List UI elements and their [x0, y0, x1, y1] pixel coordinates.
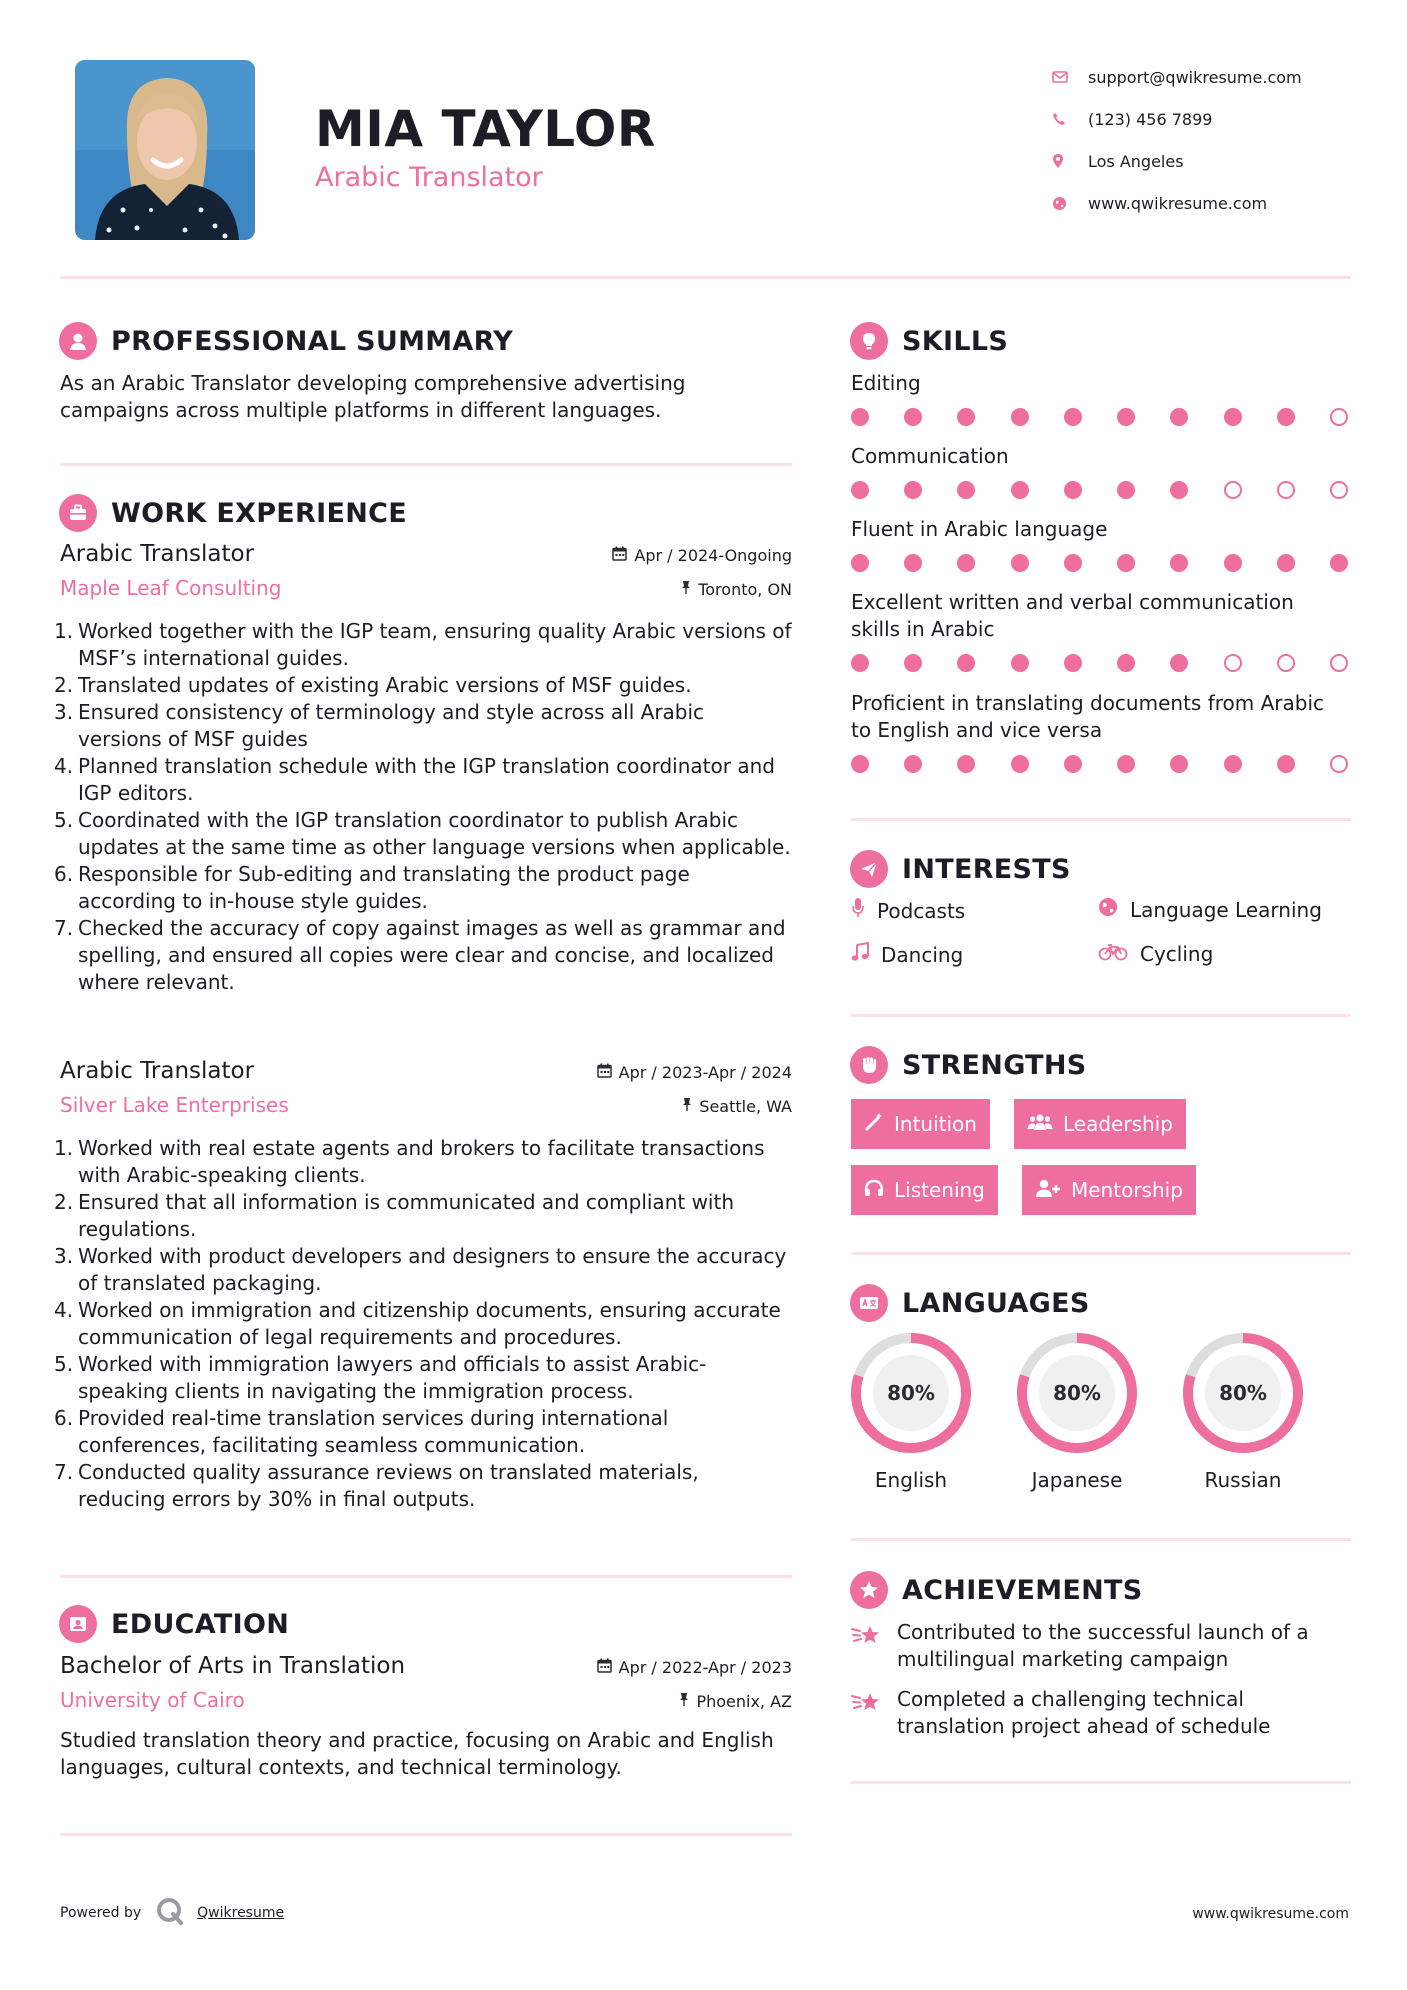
footer-powered-by: [60, 1896, 284, 1930]
skill-item: [851, 589, 1351, 672]
skill-item: [851, 443, 1351, 499]
job-location-text: Toronto, ON: [698, 580, 792, 599]
job-location: [682, 1097, 792, 1116]
interests-heading: [850, 850, 1071, 888]
contact-phone[interactable]: [1052, 98, 1382, 140]
list-item: 3. Ensured consistency of terminology and style across all Arabic versions of MSF guides: [54, 700, 705, 751]
interest-label: Cycling: [1140, 942, 1214, 966]
strengths-divider: [851, 1252, 1351, 1255]
list-item: 1. Worked together with the IGP team, ensuring quality Arabic versions of MSF’s international guides.: [54, 619, 792, 670]
job-entry-2: [54, 1058, 792, 1513]
skill-rating: [851, 481, 1348, 499]
list-item: 4. Planned translation schedule with the IGP translation coordinator and IGP editors.: [54, 754, 775, 805]
rating-dot-filled: [957, 408, 975, 426]
candidate-name: MIA TAYLOR: [315, 100, 656, 158]
job-dates-text: Apr / 2023-Apr / 2024: [618, 1063, 792, 1082]
rating-dot-filled: [1330, 554, 1348, 572]
skill-rating: [851, 755, 1348, 773]
rating-dot-filled: [1170, 408, 1188, 426]
achievement-text: Contributed to the successful launch of a multilingual marketing campaign: [897, 1620, 1309, 1671]
rating-dot-filled: [1117, 481, 1135, 499]
rating-dot-empty: [1277, 654, 1295, 672]
achievements-heading: [850, 1571, 1143, 1609]
rating-dot-filled: [904, 481, 922, 499]
list-item: 2. Ensured that all information is communicated and compliant with regulations.: [54, 1190, 734, 1241]
lightbulb-icon: [850, 322, 888, 360]
list-item: 2. Translated updates of existing Arabic versions of MSF guides.: [54, 673, 692, 697]
rating-dot-filled: [1117, 554, 1135, 572]
rating-dot-empty: [1330, 481, 1348, 499]
qwikresume-logo-icon: [155, 1896, 185, 1930]
paper-plane-icon: [850, 850, 888, 888]
job-entry-1: [54, 541, 792, 996]
language-item: [1016, 1332, 1138, 1492]
summary-title: PROFESSIONAL SUMMARY: [111, 325, 514, 357]
education-location-text: Phoenix, AZ: [696, 1692, 792, 1711]
skills-heading: [850, 322, 1008, 360]
language-item: [850, 1332, 972, 1492]
rating-dot-filled: [1277, 408, 1295, 426]
graduation-icon: [59, 1605, 97, 1643]
contact-location: [1052, 140, 1382, 182]
contact-email-text: support@qwikresume.com: [1088, 67, 1302, 87]
rating-dot-filled: [1064, 408, 1082, 426]
rating-dot-filled: [1277, 554, 1295, 572]
list-item: 1. Worked with real estate agents and brokers to facilitate transactions with Arabic-speaking clients.: [54, 1136, 765, 1187]
summary-text: As an Arabic Translator developing comprehensive advertising campaigns across multiple platforms in different languages.: [60, 371, 686, 422]
languages-title: LANGUAGES: [902, 1287, 1090, 1319]
list-item: 6. Responsible for Sub-editing and translating the product page according to in-house style guides.: [54, 862, 690, 913]
list-item: 6. Provided real-time translation services during international conferences, facilitating seamless communication.: [54, 1406, 669, 1457]
language-percent: 80%: [887, 1381, 935, 1405]
rating-dot-filled: [904, 755, 922, 773]
job-dates-text: Apr / 2024-Ongoing: [634, 546, 792, 565]
skill-name: Fluent in Arabic language: [851, 517, 1108, 541]
strength-label: Mentorship: [1071, 1178, 1183, 1202]
rating-dot-empty: [1330, 408, 1348, 426]
rating-dot-filled: [1277, 755, 1295, 773]
skill-rating: [851, 654, 1348, 672]
rating-dot-filled: [1224, 554, 1242, 572]
shooting-star-icon: [851, 1690, 883, 1716]
list-item: 5. Worked with immigration lawyers and officials to assist Arabic-speaking clients in navigating the immigration process.: [54, 1352, 707, 1403]
education-location: [679, 1692, 792, 1711]
language-name: English: [874, 1468, 948, 1492]
rating-dot-empty: [1330, 654, 1348, 672]
work-title: WORK EXPERIENCE: [111, 497, 407, 529]
summary-heading: [59, 322, 513, 360]
language-name: Russian: [1204, 1468, 1282, 1492]
map-pin-icon: [1052, 153, 1088, 169]
rating-dot-filled: [851, 654, 869, 672]
skill-item: [851, 370, 1351, 426]
phone-icon: [1052, 112, 1088, 126]
rating-dot-filled: [1064, 554, 1082, 572]
interest-podcasts: [851, 897, 965, 924]
rating-dot-filled: [904, 554, 922, 572]
education-description: Studied translation theory and practice, focusing on Arabic and English languages, cultural contexts, and technical terminology.: [60, 1728, 774, 1779]
powered-by-text: Powered by: [60, 1905, 142, 1921]
candidate-title: Arabic Translator: [315, 162, 543, 193]
rating-dot-filled: [851, 481, 869, 499]
language-percent: 80%: [1219, 1381, 1267, 1405]
footer-website[interactable]: www.qwikresume.com: [1192, 1906, 1349, 1922]
language-progress-ring: [850, 1332, 972, 1454]
rating-dot-filled: [1224, 755, 1242, 773]
degree-title: Bachelor of Arts in Translation: [60, 1653, 406, 1679]
rating-dot-empty: [1224, 654, 1242, 672]
strength-tag-leadership: [1014, 1099, 1186, 1149]
language-percent: 80%: [1053, 1381, 1101, 1405]
strength-tag-intuition: [851, 1099, 990, 1149]
rating-dot-filled: [1011, 554, 1029, 572]
rating-dot-filled: [957, 755, 975, 773]
achievement-item: [851, 1619, 1351, 1673]
calendar-icon: [612, 546, 634, 565]
magic-wand-icon: [864, 1112, 894, 1137]
languages-divider: [851, 1538, 1351, 1541]
rating-dot-filled: [1064, 654, 1082, 672]
profile-photo: [75, 60, 255, 240]
interests-title: INTERESTS: [902, 853, 1071, 885]
rating-dot-filled: [957, 554, 975, 572]
calendar-icon: [597, 1063, 619, 1082]
rating-dot-filled: [1170, 755, 1188, 773]
skill-rating: [851, 554, 1348, 572]
strength-label: Leadership: [1063, 1112, 1173, 1136]
fist-icon: [850, 1046, 888, 1084]
contact-location-text: Los Angeles: [1088, 151, 1184, 171]
contact-website[interactable]: [1052, 182, 1382, 224]
school-name: University of Cairo: [60, 1688, 245, 1712]
users-icon: [1027, 1112, 1063, 1137]
strengths-title: STRENGTHS: [902, 1049, 1087, 1081]
language-progress-ring: [1182, 1332, 1304, 1454]
rating-dot-filled: [1170, 554, 1188, 572]
interest-dancing: [851, 942, 963, 967]
rating-dot-filled: [1011, 408, 1029, 426]
rating-dot-filled: [1224, 408, 1242, 426]
strength-label: Listening: [894, 1178, 985, 1202]
education-heading: [59, 1605, 289, 1643]
rating-dot-filled: [1011, 481, 1029, 499]
pin-icon: [679, 1692, 696, 1711]
rating-dot-filled: [851, 554, 869, 572]
globe-icon: [1098, 897, 1130, 922]
achievement-text: Completed a challenging technical translation project ahead of schedule: [897, 1687, 1271, 1738]
calendar-icon: [597, 1658, 619, 1677]
interest-label: Language Learning: [1130, 897, 1322, 922]
job-company: Silver Lake Enterprises: [60, 1093, 289, 1117]
rating-dot-filled: [1064, 481, 1082, 499]
list-item: 7. Checked the accuracy of copy against images as well as grammar and spelling, and ensured all copies were clear and concise, and localized where relevant.: [54, 916, 786, 994]
header-divider: [60, 276, 1351, 279]
job-dates: [597, 1063, 792, 1082]
job-title: Arabic Translator: [60, 1058, 255, 1084]
skills-divider: [851, 818, 1351, 821]
rating-dot-empty: [1224, 481, 1242, 499]
skill-rating: [851, 408, 1348, 426]
languages-heading: [850, 1284, 1090, 1322]
education-dates: [597, 1658, 792, 1677]
pin-icon: [682, 1097, 699, 1116]
skill-item: [851, 690, 1351, 773]
microphone-icon: [851, 897, 877, 924]
interests-divider: [851, 1014, 1351, 1017]
language-name: Japanese: [1031, 1468, 1123, 1492]
rating-dot-empty: [1330, 755, 1348, 773]
contact-email[interactable]: [1052, 56, 1382, 98]
list-item: 4. Worked on immigration and citizenship documents, ensuring accurate communication of legal requirements and procedures.: [54, 1298, 781, 1349]
job-dates: [612, 546, 792, 565]
globe-icon: [1052, 196, 1088, 211]
rating-dot-filled: [904, 408, 922, 426]
rating-dot-filled: [1117, 654, 1135, 672]
rating-dot-filled: [1011, 755, 1029, 773]
education-divider: [60, 1833, 792, 1836]
envelope-icon: [1052, 71, 1088, 83]
language-icon: [850, 1284, 888, 1322]
interest-label: Dancing: [881, 942, 964, 967]
rating-dot-filled: [1064, 755, 1082, 773]
contact-list: [1052, 56, 1382, 224]
interest-cycling: [1098, 942, 1213, 966]
bicycle-icon: [1098, 942, 1140, 966]
language-progress-ring: [1016, 1332, 1138, 1454]
rating-dot-filled: [957, 481, 975, 499]
work-heading: [59, 494, 407, 532]
list-item: 7. Conducted quality assurance reviews on translated materials, reducing errors by 30% in final outputs.: [54, 1460, 699, 1511]
star-badge-icon: [850, 1571, 888, 1609]
user-plus-icon: [1035, 1178, 1071, 1203]
rating-dot-filled: [957, 654, 975, 672]
music-note-icon: [851, 942, 881, 967]
rating-dot-filled: [851, 408, 869, 426]
headphones-icon: [864, 1178, 894, 1203]
achievements-divider: [851, 1781, 1351, 1784]
skill-name: Excellent written and verbal communication skills in Arabic: [851, 590, 1294, 641]
strengths-heading: [850, 1046, 1087, 1084]
strength-tag-mentorship: [1022, 1165, 1196, 1215]
job-title: Arabic Translator: [60, 541, 255, 567]
pin-icon: [681, 580, 698, 599]
interest-label: Podcasts: [877, 898, 966, 923]
list-item: 3. Worked with product developers and designers to ensure the accuracy of translated packaging.: [54, 1244, 787, 1295]
job-company: Maple Leaf Consulting: [60, 576, 282, 600]
job-duties: [54, 1135, 792, 1513]
rating-dot-filled: [1170, 481, 1188, 499]
language-item: [1182, 1332, 1304, 1492]
interest-language-learning: [1098, 897, 1322, 922]
contact-phone-text: (123) 456 7899: [1088, 109, 1213, 129]
job-location: [681, 580, 792, 599]
summary-divider: [60, 463, 792, 466]
rating-dot-filled: [904, 654, 922, 672]
rating-dot-filled: [1011, 654, 1029, 672]
rating-dot-filled: [1170, 654, 1188, 672]
education-dates-text: Apr / 2022-Apr / 2023: [618, 1658, 792, 1677]
rating-dot-filled: [1117, 755, 1135, 773]
list-item: 5. Coordinated with the IGP translation coordinator to publish Arabic updates at the same time as other language versions when applicable.: [54, 808, 791, 859]
achievement-item: [851, 1686, 1351, 1740]
skill-name: Proficient in translating documents from Arabic to English and vice versa: [851, 691, 1324, 742]
rating-dot-filled: [1117, 408, 1135, 426]
rating-dot-empty: [1277, 481, 1295, 499]
work-divider: [60, 1575, 792, 1578]
job-location-text: Seattle, WA: [699, 1097, 792, 1116]
strength-label: Intuition: [894, 1112, 977, 1136]
achievements-title: ACHIEVEMENTS: [902, 1574, 1143, 1606]
user-icon: [59, 322, 97, 360]
briefcase-icon: [59, 494, 97, 532]
skill-item: [851, 516, 1351, 572]
education-title: EDUCATION: [111, 1608, 290, 1640]
shooting-star-icon: [851, 1623, 883, 1649]
contact-website-text: www.qwikresume.com: [1088, 193, 1268, 213]
education-entry: [60, 1653, 792, 1781]
qwikresume-link[interactable]: Qwikresume: [197, 1905, 285, 1921]
skills-title: SKILLS: [902, 325, 1009, 357]
skill-name: Communication: [851, 444, 1009, 468]
skill-name: Editing: [851, 371, 921, 395]
rating-dot-filled: [851, 755, 869, 773]
strength-tag-listening: [851, 1165, 998, 1215]
job-duties: [54, 618, 792, 996]
